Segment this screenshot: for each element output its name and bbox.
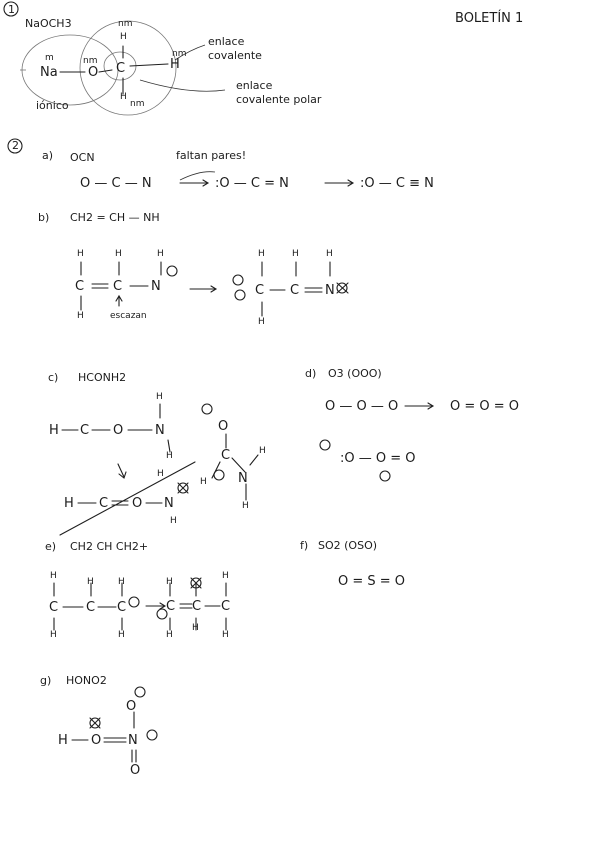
c2-h-top: H (157, 469, 164, 479)
a-curved-note-arrow (180, 172, 215, 180)
b1-minus-circle (167, 266, 177, 276)
q1-nm-bottom: nm (130, 99, 145, 109)
page-title: BOLETÍN 1 (455, 11, 524, 26)
d-struct-1: O — O — O (325, 399, 399, 414)
c2-c: C (99, 496, 109, 511)
g-plus-circle (147, 730, 157, 740)
c3-h-bottom: H (242, 501, 249, 511)
f-struct: O = S = O (338, 574, 406, 589)
e2-c-1: C (166, 599, 176, 614)
b-annot: escazan (110, 311, 147, 321)
polar-pointer (140, 80, 225, 91)
e-formula: CH2 CH CH2+ (70, 540, 149, 553)
c1-c: C (80, 423, 90, 438)
g-n: N (128, 733, 138, 748)
q1-m-na: m (45, 53, 54, 63)
f-label: f) (300, 539, 309, 552)
q1-h-bottom: H (120, 92, 127, 102)
q1-polar-label-2: covalente polar (236, 93, 322, 106)
c2-n: N (164, 496, 174, 511)
c3-o: O (218, 419, 229, 434)
e1-c-2: C (86, 600, 96, 615)
b-label: b) (38, 211, 50, 224)
c1-o: O (113, 423, 124, 438)
c2-o: O (132, 496, 143, 511)
b1-c2: C (113, 279, 123, 294)
q1-c: C (116, 61, 126, 76)
e-label: e) (45, 540, 57, 553)
a-label: a) (42, 149, 54, 162)
d-minus-circle (320, 440, 330, 450)
c1-h-top: H (156, 392, 163, 402)
d-plus-circle (380, 471, 390, 481)
c3-n: N (238, 471, 248, 486)
e1-h-5: H (118, 630, 125, 640)
b2-h2: H (292, 249, 299, 259)
q1-formula: NaOCH3 (25, 17, 72, 30)
c1-n: N (155, 423, 165, 438)
e1-c-1: C (49, 600, 59, 615)
a-note: faltan pares! (176, 149, 247, 162)
b-formula: CH2 = CH — NH (70, 211, 160, 224)
e2-h-1: H (166, 577, 173, 587)
c-label: c) (48, 371, 59, 384)
q2-number: 2 (12, 139, 19, 152)
e2-h-5: H (192, 623, 199, 633)
b2-h4: H (258, 317, 265, 327)
b1-h2: H (115, 249, 122, 259)
b2-n: N (325, 283, 335, 298)
c1-h-bottom: H (166, 451, 173, 461)
e1-c-3: C (117, 600, 127, 615)
b2-c2: C (290, 283, 300, 298)
b2-minus-circle (235, 290, 245, 300)
e1-h-1: H (50, 571, 57, 581)
q1-ionic-label: iónico (36, 99, 69, 112)
d-struct-2: O = O = O (450, 399, 520, 414)
g-formula: HONO2 (66, 674, 107, 687)
e1-h-2: H (87, 577, 94, 587)
a-struct-3: :O — C ≡ N (360, 176, 434, 191)
na-atom-circle (22, 35, 118, 105)
c3-h: H (200, 477, 207, 487)
g-h: H (58, 733, 68, 748)
q1-h: H (170, 57, 180, 72)
e2-h-4: H (166, 630, 173, 640)
c2-h-bottom: H (170, 516, 177, 526)
e2-c-2: C (192, 599, 202, 614)
b2-plus-circle (233, 275, 243, 285)
q1-nm-o: nm (83, 56, 98, 66)
g-o-left: O (91, 733, 102, 748)
c1-h: H (49, 423, 59, 438)
g-o-bottom: O (130, 763, 141, 778)
d-label: d) (305, 367, 317, 380)
q1-nm-right: nm (172, 49, 187, 59)
e2-c-3: C (221, 599, 231, 614)
e1-h-4: H (50, 630, 57, 640)
a-formula: OCN (70, 151, 95, 164)
b2-h1: H (258, 249, 265, 259)
e2-h-2: H (222, 571, 229, 581)
q1-o: O (88, 65, 99, 80)
c2-h: H (64, 496, 74, 511)
a-struct-2: :O — C = N (215, 176, 289, 191)
c3-n-h-up (250, 455, 258, 465)
g-o-top: O (126, 699, 137, 714)
e-plus-circle-1 (129, 597, 139, 607)
q1-nm-top: nm (118, 19, 133, 29)
q1-polar-label-1: enlace (236, 79, 273, 92)
f-formula: SO2 (OSO) (318, 539, 378, 552)
c3-h-right: H (259, 446, 266, 456)
c-formula: HCONH2 (78, 371, 127, 384)
e1-h-3: H (118, 577, 125, 587)
c3-c-n (232, 458, 245, 472)
q1-na: Na (40, 65, 58, 80)
b1-n: N (151, 279, 161, 294)
b2-h3: H (326, 249, 333, 259)
b1-c1: C (75, 279, 85, 294)
q1-covalent-label-1: enlace (208, 35, 245, 48)
b1-h4: H (77, 311, 84, 321)
g-minus-circle (135, 687, 145, 697)
e2-h-6: H (222, 630, 229, 640)
c3-plus-circle (214, 470, 224, 480)
b1-h1: H (77, 249, 84, 259)
b2-c1: C (255, 283, 265, 298)
q1-h-top: H (120, 32, 127, 42)
d-struct-3: :O — O = O (340, 451, 416, 466)
a-struct-1: O — C — N (80, 176, 152, 191)
g-label: g) (40, 674, 52, 687)
q1-covalent-label-2: covalente (208, 49, 262, 62)
c3-c: C (221, 448, 231, 463)
q1-number: 1 (8, 3, 15, 16)
d-formula: O3 (OOO) (328, 367, 382, 380)
b1-h3: H (157, 249, 164, 259)
c3-minus-circle (202, 404, 212, 414)
